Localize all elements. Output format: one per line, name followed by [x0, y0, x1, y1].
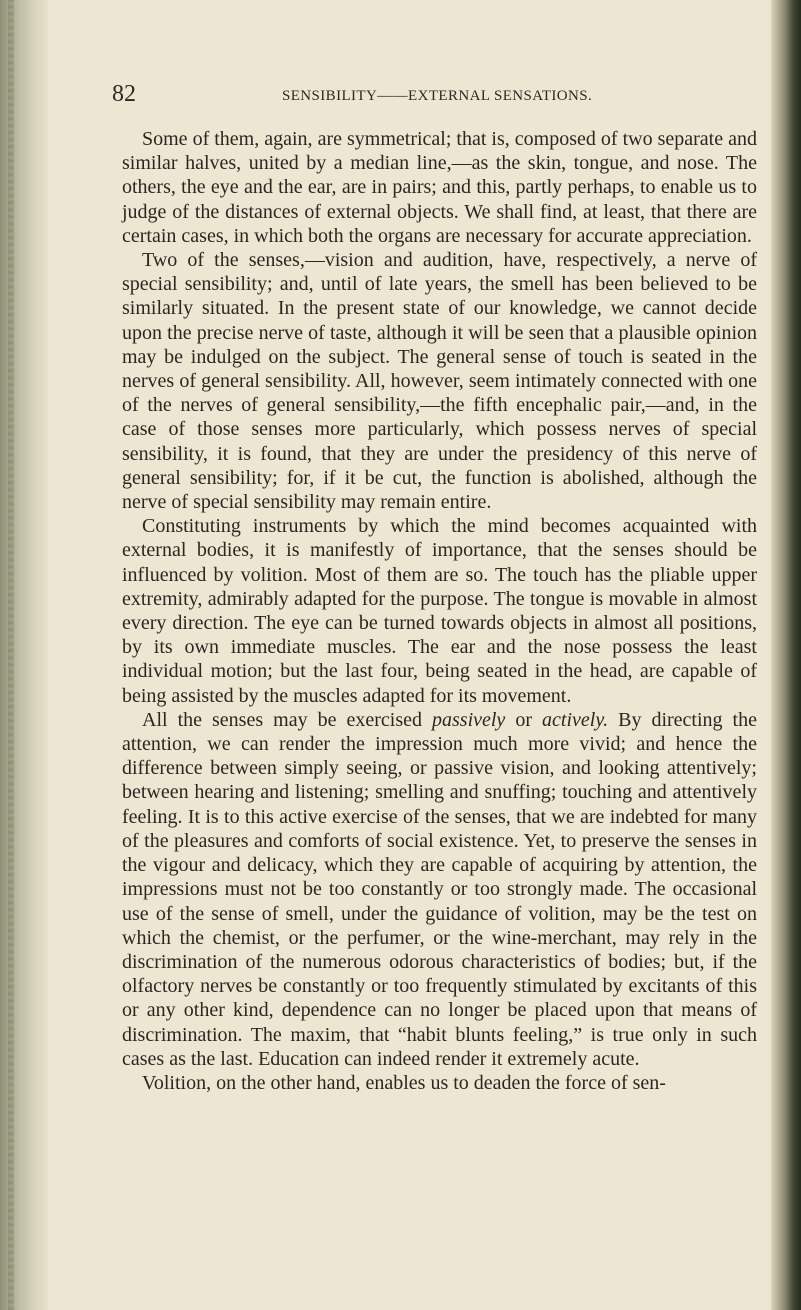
paragraph-text: Some of them, again, are symmetrical; that is, composed of two separate and similar halves, united by a median line,—as the skin, tongue, and nose. The others, the eye and the ear, are in pairs; and this, partly perhaps, to enable us to judge of the distances of external objects. We shall find, at least, that there are certain cases, in which both the organs are necessary for accurate appreciation.: [122, 128, 757, 247]
body-text: [122, 127, 757, 1095]
italic-actively: actively.: [542, 708, 609, 731]
running-title: SENSIBILITY——EXTERNAL SENSATIONS.: [282, 88, 593, 104]
paragraph-text: All the senses may be exercised: [142, 708, 432, 731]
page-number: 82: [112, 81, 136, 107]
paragraph-text: Volition, on the other hand, enables us to deaden the force of sen-: [142, 1071, 666, 1094]
paragraph-text: Constituting instruments by which the mind becomes acquainted with external bodies, it is manifestly of importance, that the senses should be influenced by volition. Most of them are so. The touch has the pliable upper extremity, admirably adapted for the purpose. The tongue is movable in almost every direction. The eye can be turned towards objects in almost all positions, by its own immediate muscles. The ear and the nose possess the least individual motion; but the last four, being seated in the head, are capable of being assisted by the muscles adapted for its movement.: [122, 515, 757, 707]
paragraph-text: Two of the senses,—vision and audition, have, respectively, a nerve of special sensibility; and, until of late years, the smell has been believed to be similarly situated. In the present state of our knowledge, we cannot decide upon the precise nerve of taste, although it will be seen that a plausible opinion may be indulged on the subject. The general sense of touch is seated in the nerves of general sensibility. All, however, seem intimately connected with one of the nerves of general sensibility,—the fifth encephalic pair,—and, in the case of those senses more particularly, which possess nerves of special sensibility, it is found, that they are under the presidency of this nerve of general sensibility; for, if it be cut, the function is abolished, although the nerve of special sensibility may remain entire.: [122, 249, 757, 514]
paragraph-2: [122, 248, 757, 514]
paragraph-4: [122, 708, 757, 1071]
page-header: [112, 80, 762, 114]
paragraph-text: By directing the attention, we can render the impression much more vivid; and hence the difference between simply seeing, or passive vision, and looking attentively; between hearing and listening; smelling and snuffing; touching and attentively feeling. It is to this active exercise of the senses, that we are indebted for many of the pleasures and comforts of social existence. Yet, to preserve the senses in the vigour and delicacy, which they are capable of acquiring by attention, the impressions must not be too constantly or too strongly made. The occasional use of the sense of smell, under the guidance of volition, may be the test on which the chemist, or the perfumer, or the wine-merchant, may rely in the discrimination of the numerous odorous characteristics of bodies; but, if the olfactory nerves be constantly or too frequently stimulated by excitants of this or any other kind, dependence can no longer be placed upon that means of discrimination. The maxim, that “habit blunts feeling,” is true only in such cases as the last. Education can indeed render it extremely acute.: [122, 708, 757, 1070]
italic-passively: passively: [432, 708, 506, 731]
paragraph-5: [122, 1071, 757, 1095]
paragraph-text: or: [505, 708, 543, 731]
paragraph-1: [122, 127, 757, 248]
paragraph-3: [122, 514, 757, 708]
